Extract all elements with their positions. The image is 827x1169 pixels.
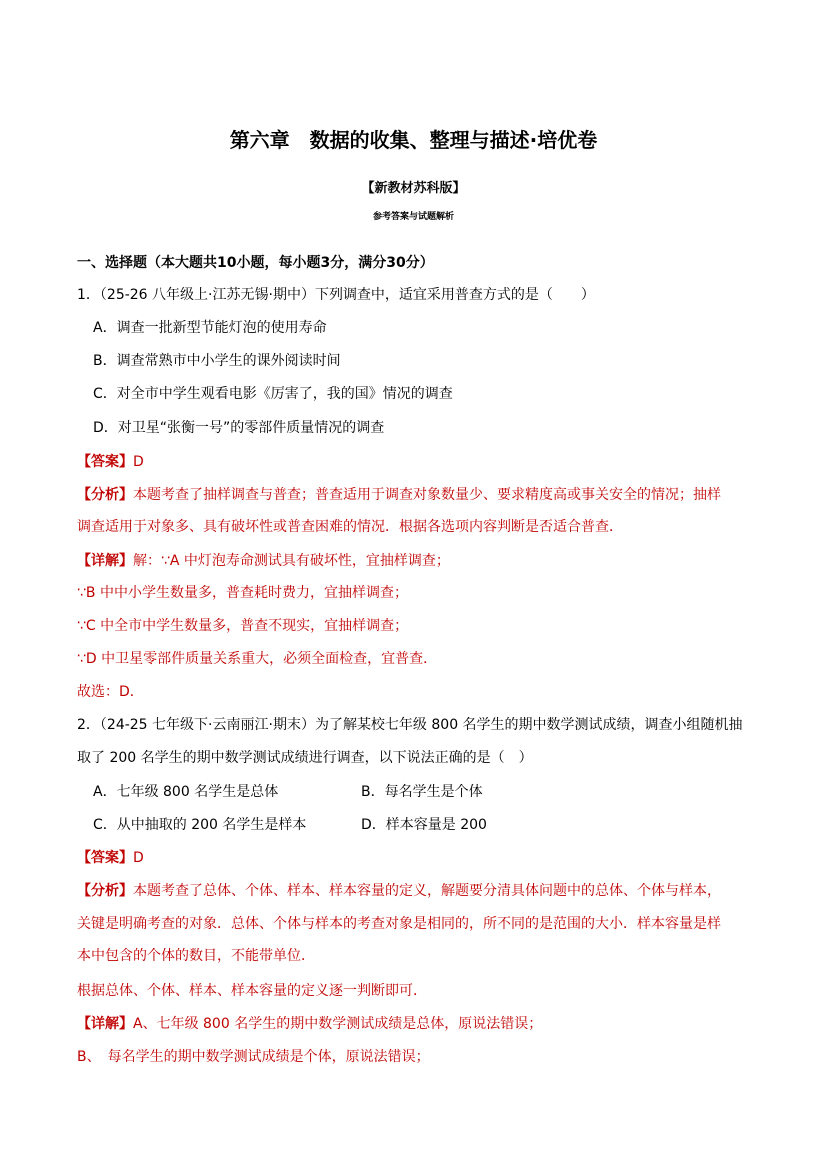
q2-analysis-text1: 本题考查了总体、个体、样本、样本容量的定义，解题要分清具体问题中的总体、个体与样本， xyxy=(133,883,721,899)
q2-option-a: A．七年级 800 名学生是总体 xyxy=(93,784,279,800)
q2-analysis-line2: 关键是明确考查的对象．总体、个体与样本的考查对象是相同的，所不同的是范围的大小．样本容量是样 xyxy=(77,916,721,932)
q1-option-d: D．对卫星“张衡一号”的零部件质量情况的调查 xyxy=(93,420,385,436)
q2-detail-label: 【详解】 xyxy=(77,1016,133,1032)
q1-conclusion: 故选：D． xyxy=(77,684,144,700)
q1-detail-line1 xyxy=(77,551,450,571)
q2-detail-text1: A、七年级 800 名学生的期中数学测试成绩是总体，原说法错误； xyxy=(133,1016,543,1032)
q2-analysis-line3: 本中包含的个体的数目，不能带单位． xyxy=(77,948,315,964)
q1-analysis-text1: 本题考查了抽样调查与普查；普查适用于调查对象数量少、要求精度高或事关安全的情况；抽样 xyxy=(133,487,721,503)
q1-detail-label: 【详解】 xyxy=(77,553,133,569)
q1-answer-value: D xyxy=(133,454,144,470)
page-title: 第六章 数据的收集、整理与描述·培优卷 xyxy=(229,128,598,152)
q1-detail-line3: ∵C 中全市中学生数量多，普查不现实，宜抽样调查； xyxy=(77,618,409,634)
q2-answer xyxy=(77,848,144,868)
q1-analysis-line2: 调查适用于对象多、具有破坏性或普查困难的情况．根据各选项内容判断是否适合普查． xyxy=(77,519,623,535)
q2-analysis-line1 xyxy=(77,881,721,901)
q2-option-b: B．每名学生是个体 xyxy=(361,784,483,800)
q2-answer-value: D xyxy=(133,850,144,866)
q2-analysis-line4: 根据总体、个体、样本、样本容量的定义逐一判断即可． xyxy=(77,983,427,999)
q2-option-c: C．从中抽取的 200 名学生是样本 xyxy=(93,817,307,833)
q2-stem-line2: 取了 200 名学生的期中数学测试成绩进行调查，以下说法正确的是（ ） xyxy=(77,750,533,766)
q1-stem: 1．（25-26 八年级上·江苏无锡·期中）下列调查中，适宜采用普查方式的是（ ） xyxy=(77,287,595,303)
q2-analysis-label: 【分析】 xyxy=(77,883,133,899)
edition-subtitle: 【新教材苏科版】 xyxy=(361,181,466,196)
q2-answer-label: 【答案】 xyxy=(77,850,133,866)
q1-answer xyxy=(77,452,144,472)
q1-option-b: B．调查常熟市中小学生的课外阅读时间 xyxy=(93,353,341,369)
section-heading: 一、选择题（本大题共10小题，每小题3分，满分30分） xyxy=(77,255,434,271)
q1-analysis-label: 【分析】 xyxy=(77,487,133,503)
q1-option-a: A．调查一批新型节能灯泡的使用寿命 xyxy=(93,320,327,336)
q2-option-d: D．样本容量是 200 xyxy=(361,817,487,833)
q1-detail-text1: 解：∵A 中灯泡寿命测试具有破坏性，宜抽样调查； xyxy=(133,553,450,569)
answer-note: 参考答案与试题解析 xyxy=(372,212,454,222)
q1-detail-line2: ∵B 中中小学生数量多，普查耗时费力，宜抽样调查； xyxy=(77,585,408,601)
q1-option-c: C．对全市中学生观看电影《厉害了，我的国》情况的调查 xyxy=(93,386,453,402)
q1-analysis-line1 xyxy=(77,485,721,505)
q2-stem-line1: 2．（24-25 七年级下·云南丽江·期末）为了解某校七年级 800 名学生的期中数学测试成绩，调查小组随机抽 xyxy=(77,717,743,733)
q1-answer-label: 【答案】 xyxy=(77,454,133,470)
q2-detail-line1 xyxy=(77,1014,542,1034)
q1-detail-line4: ∵D 中卫星零部件质量关系重大，必须全面检查，宜普查． xyxy=(77,651,438,667)
q2-detail-line2: B、 每名学生的期中数学测试成绩是个体，原说法错误； xyxy=(77,1049,430,1065)
